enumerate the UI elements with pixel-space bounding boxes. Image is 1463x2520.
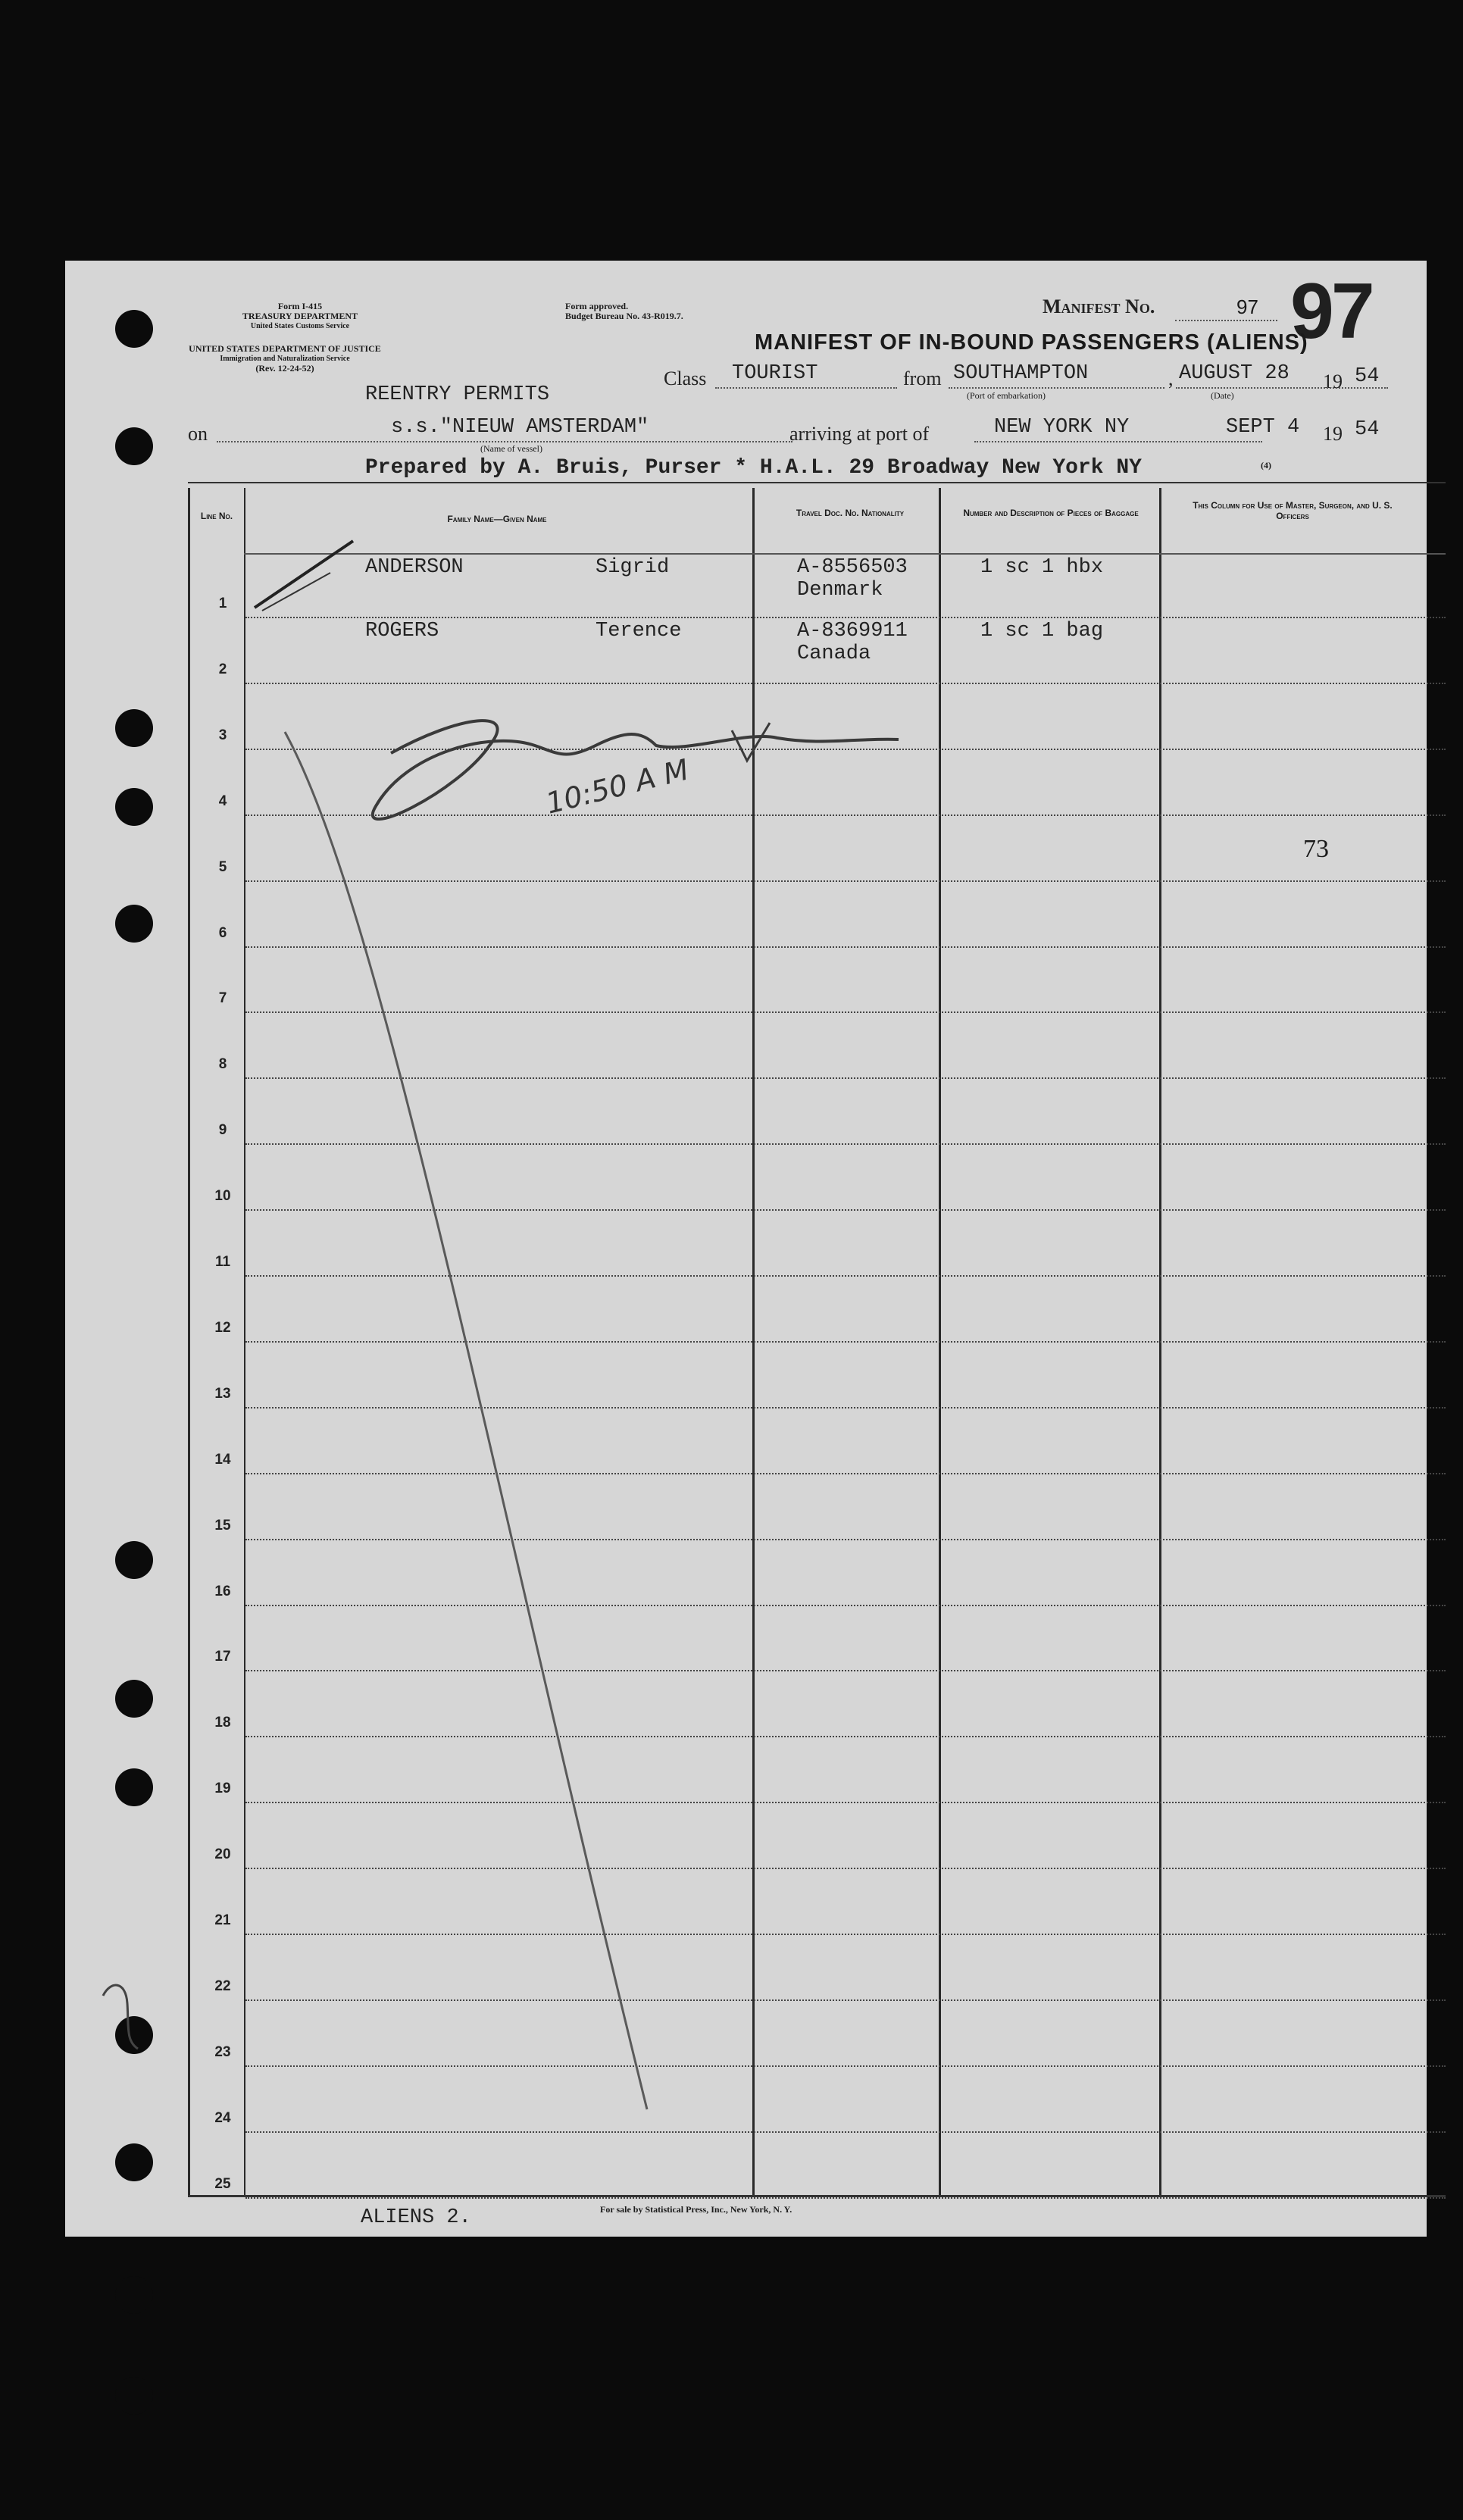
manifest-stamp: 97: [1290, 267, 1372, 355]
punch-hole: [115, 2377, 153, 2415]
from-label: from: [903, 367, 942, 389]
line-number: 9: [218, 1122, 227, 1139]
line-number: 5: [218, 858, 227, 875]
class-label: Class: [664, 367, 707, 389]
line-number: 23: [214, 2043, 231, 2060]
passenger-2-given: Terence: [596, 620, 682, 643]
line-number: 24: [214, 2109, 231, 2126]
passenger-1-doc: A-8556503: [797, 556, 908, 579]
date-caption: (Date): [1211, 390, 1234, 401]
line-number: 11: [214, 1254, 231, 1270]
vessel-name: s.s."NIEUW AMSTERDAM": [391, 416, 649, 439]
col-header-doc: Travel Doc. No. Nationality: [796, 508, 905, 518]
arriving-label: arriving at port of: [789, 423, 930, 445]
line-number: 2: [218, 661, 227, 677]
line-number: 7: [218, 990, 227, 1007]
passenger-1-baggage: 1 sc 1 hbx: [980, 556, 1104, 579]
prepared-by: Prepared by A. Bruis, Purser * H.A.L. 29 Broadway New York NY: [365, 456, 1142, 480]
line-number: 1: [218, 596, 227, 611]
line-number: 13: [214, 1385, 231, 1402]
comma: ,: [1168, 367, 1174, 389]
line-number: 10: [214, 1188, 231, 1205]
line-number: 16: [214, 1583, 231, 1599]
line-number: 25: [214, 2175, 231, 2192]
date-year: 54: [1355, 365, 1380, 388]
line-number: 6: [218, 924, 227, 941]
line-number: 17: [214, 1649, 231, 1665]
line-number: 12: [214, 1319, 231, 1336]
manifest-number: 97: [1236, 295, 1258, 318]
arrival-year-prefix: 19: [1323, 423, 1343, 445]
line-number: 18: [214, 1715, 231, 1731]
passenger-2-family: ROGERS: [365, 620, 439, 643]
manifest-page: [65, 261, 1427, 2237]
passenger-1-nationality: Denmark: [797, 579, 883, 602]
form-number: Form I-415: [277, 301, 323, 311]
line-number: 21: [214, 1912, 231, 1928]
treasury-dept: TREASURY DEPARTMENT: [242, 311, 358, 321]
officer-count: 73: [1303, 835, 1329, 863]
arrival-date: SEPT 4: [1226, 416, 1300, 439]
passenger-2-nationality: Canada: [797, 643, 871, 665]
prepared-mark: (4): [1261, 460, 1271, 471]
col-header-name: Family Name—Given Name: [447, 514, 547, 524]
line-number: 8: [218, 1056, 227, 1073]
pencil-marks: [65, 261, 1427, 2237]
passenger-2-baggage: 1 sc 1 bag: [980, 620, 1104, 643]
line-number: 22: [214, 1978, 231, 1994]
line-number: 15: [214, 1517, 231, 1534]
budget-bureau: Budget Bureau No. 43-R019.7.: [565, 311, 683, 321]
punch-hole: [115, 2276, 153, 2314]
col-header-line-no: Line No.: [200, 511, 233, 521]
line-number: 3: [218, 727, 227, 743]
port-caption: (Port of embarkation): [967, 390, 1046, 401]
arrival-port: NEW YORK NY: [994, 416, 1130, 439]
aliens-count: ALIENS 2.: [361, 2206, 471, 2229]
line-number: 20: [214, 1846, 231, 1863]
port-embarkation: SOUTHAMPTON: [953, 362, 1089, 385]
arrival-year: 54: [1355, 418, 1380, 441]
passenger-1-family: ANDERSON: [365, 556, 464, 579]
col-header-baggage: Number and Description of Pieces of Baggage: [963, 508, 1139, 518]
printer-note: For sale by Statistical Press, Inc., New York, N. Y.: [600, 2204, 792, 2215]
date-year-prefix: 19: [1323, 370, 1343, 392]
vessel-caption: (Name of vessel): [480, 443, 542, 454]
page-title: MANIFEST OF IN-BOUND PASSENGERS (ALIENS): [755, 330, 1308, 355]
date-value: AUGUST 28: [1179, 362, 1290, 385]
manifest-label: Manifest No.: [1043, 295, 1155, 317]
passenger-1-given: Sigrid: [596, 556, 670, 579]
class-value: TOURIST: [732, 362, 818, 385]
customs-service: United States Customs Service: [250, 322, 350, 330]
form-approved: Form approved.: [565, 301, 629, 311]
line-number: 14: [214, 1451, 231, 1468]
time-note: 10:50 A M: [542, 752, 692, 821]
justice-dept: UNITED STATES DEPARTMENT OF JUSTICE: [189, 343, 381, 354]
line-number: 4: [218, 793, 227, 809]
passenger-2-doc: A-8369911: [797, 620, 908, 643]
immigration-service: Immigration and Naturalization Service: [220, 355, 350, 363]
on-label: on: [188, 423, 208, 445]
line-number: 19: [214, 1781, 231, 1797]
col-header-officers: This Column for Use of Master, Surgeon, and U. S. Officers: [1193, 500, 1393, 521]
reentry-permits: REENTRY PERMITS: [365, 383, 550, 406]
revision: (Rev. 12-24-52): [255, 363, 314, 374]
